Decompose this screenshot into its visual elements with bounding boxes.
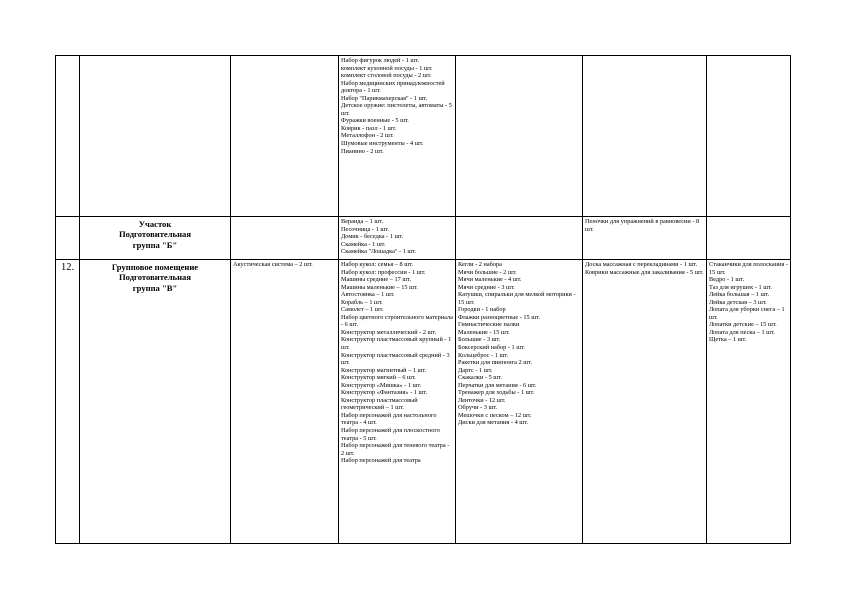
item-line: Конструктор пластмассовый средний - 3 шт. (341, 351, 450, 367)
sports-equipment-cell (456, 56, 583, 217)
health-equipment-cell (583, 260, 707, 544)
sports-equipment-cell (456, 217, 583, 260)
item-line: Набор "Парикмахерская" - 1 шт. (341, 94, 428, 102)
item-line: Конструктор «Фантазия» - 1 шт. (341, 389, 428, 397)
item-line: Корабль – 1 шт. (341, 298, 383, 306)
household-items-cell (707, 217, 791, 260)
item-line: Пеночки для упражнений в равновесии - 8 шт. (585, 218, 700, 233)
item-line: Кегли - 2 набора (458, 261, 502, 268)
location-name-line: Подготовительная (118, 229, 192, 240)
item-line: Машины средние – 17 шт. (341, 276, 412, 284)
toys-cell (339, 56, 456, 217)
item-line: Детское оружие: пистолеты, автоматы - 5 шт. (341, 102, 452, 117)
item-line: Лопата для песка – 1 шт. (709, 328, 775, 336)
item-line: Конструктор пластмассовый крупный - 1 шт. (341, 336, 452, 352)
item-line: Набор медицинских принадлежностей доктора - 1 шт. (341, 79, 445, 95)
location-name-cell (80, 217, 231, 260)
item-line: Скамейка "Лошадка" - 1 шт. (341, 248, 417, 256)
equipment-tech-cell (231, 260, 339, 544)
item-line: Шумовые инструменты - 4 шт. (341, 140, 424, 148)
health-equipment-cell (583, 217, 707, 260)
equipment-tech-cell (231, 56, 339, 217)
item-line: Коврик - пазл - 1 шт. (341, 124, 397, 132)
location-name-cell (80, 260, 231, 544)
item-line: Гимнастические палки (458, 321, 520, 329)
item-line: Конструктор магнитный – 1 шт. (341, 366, 427, 374)
location-name-line: Групповое помещение (111, 262, 199, 272)
item-line: Городки - 1 набор (458, 306, 506, 314)
item-line: Диски для метания - 4 шт. (458, 419, 528, 427)
item-line: Набор фигурок людей - 1 шт. (341, 57, 420, 64)
item-line: Флажки разноцветные - 15 шт. (458, 313, 540, 321)
item-line: комплект кухонной посуды - 1 шт. (341, 64, 433, 72)
item-line: Коврики массажные для закаливания - 5 шт. (585, 268, 704, 276)
toys-cell (339, 217, 456, 260)
location-name-line: группа "Б" (132, 239, 178, 250)
item-line: Лейка детская – 3 шт. (709, 298, 767, 306)
location-name-line: Подготовительная (118, 272, 192, 283)
row-number (56, 217, 80, 260)
item-line: Мячи средние - 3 шт. (458, 283, 515, 291)
item-line: Конструктор «Мишка» - 1 шт. (341, 381, 422, 389)
table-row (56, 56, 791, 217)
item-line: Большие - 3 шт. (458, 336, 501, 344)
table-row (56, 217, 791, 260)
household-items-cell (707, 260, 791, 544)
item-line: Мячи маленькие - 4 шт. (458, 276, 522, 284)
item-line: Пианино - 2 шт. (341, 147, 384, 155)
item-line: Автостоянка – 1 шт. (341, 291, 395, 299)
item-line: Конструктор металлический - 2 шт. (341, 328, 437, 336)
item-line: Боксерский набор - 1 шт. (458, 344, 525, 352)
item-line: Маленькие - 15 шт. (458, 328, 510, 336)
item-line: Набор персонажей для плоскостного театра - 5 шт. (341, 427, 440, 442)
item-line: Набор кукол: семья – 8 шт. (341, 261, 413, 268)
item-line: Стаканчики для полоскания - 15 шт. (709, 261, 788, 276)
item-line: Набор персонажей для теневого театра - 2 шт. (341, 442, 450, 457)
item-line: Конструктор мягкий – 6 шт. (341, 374, 416, 382)
item-line: Ведро - 1 шт. (709, 276, 745, 284)
item-line: Лейка большая – 1 шт. (709, 291, 770, 299)
item-line: Металлофон - 2 шт. (341, 132, 394, 140)
item-line: Мячи большие - 2 шт. (458, 268, 517, 276)
table-row (56, 260, 791, 544)
sports-equipment-cell (456, 260, 583, 544)
item-line: Акустическая система – 2 шт. (233, 261, 313, 268)
household-items-cell (707, 56, 791, 217)
health-equipment-cell (583, 56, 707, 217)
item-line: Конструктор пластмассовый геометрический – 1 шт. (341, 396, 418, 412)
location-name-line: группа "В" (132, 282, 178, 293)
item-line: Набор цветного строительного материала - 6 шт. (341, 313, 453, 329)
item-line: Самолет – 1 шт. (341, 306, 384, 314)
item-line: Машины маленькие – 15 шт. (341, 283, 418, 291)
item-line: Скакалки - 5 шт. (458, 374, 503, 382)
item-line: Таз для игрушек - 1 шт. (709, 283, 772, 291)
item-line: Дартс - 1 шт. (458, 366, 493, 374)
item-line: Домик - беседка - 1 шт. (341, 233, 404, 241)
inventory-table (55, 55, 791, 544)
equipment-tech-cell (231, 217, 339, 260)
item-line: Доска массажная с перекладинами - 1 шт. (585, 261, 698, 268)
item-line: Ракетки для пинпонга 2 шт. (458, 359, 532, 367)
row-number: 12. (56, 260, 80, 544)
item-line: комплект столовой посуды - 2 шт. (341, 72, 432, 80)
item-line: Перчатки для метания - 6 шт. (458, 381, 537, 389)
item-line: Ленточки - 12 шт. (458, 396, 506, 404)
item-line: Набор персонажей для театра (341, 457, 421, 465)
item-line: Обручи - 3 шт. (458, 404, 498, 412)
item-line: Скамейка - 1 шт. (341, 240, 386, 248)
item-line: Лопатки детские – 15 шт. (709, 321, 777, 329)
item-line: Мешочки с песком – 12 шт. (458, 411, 532, 419)
item-line: Фуражки военные - 5 шт. (341, 117, 409, 125)
item-line: Щетка – 1 шт. (709, 336, 747, 344)
item-line: Катушки, спиральки для мелкой моторики - 15 шт. (458, 291, 576, 306)
table-body (56, 56, 791, 544)
location-name-line: Участок (138, 219, 172, 229)
item-line: Набор кукол: профессии - 1 шт. (341, 268, 426, 276)
item-line: Лопата для уборки снега – 1 шт. (709, 306, 785, 321)
row-number (56, 56, 80, 217)
item-line: Песочница - 1 шт. (341, 225, 390, 233)
item-line: Тренажер для ходьбы - 1 шт. (458, 389, 535, 397)
toys-cell (339, 260, 456, 544)
item-line: Набор персонажей для настольного театра - 4 шт. (341, 411, 437, 427)
location-name-cell (80, 56, 231, 217)
item-line: Веранда – 1 шт. (341, 218, 384, 225)
item-line: Кольцеброс - 1 шт. (458, 351, 509, 359)
